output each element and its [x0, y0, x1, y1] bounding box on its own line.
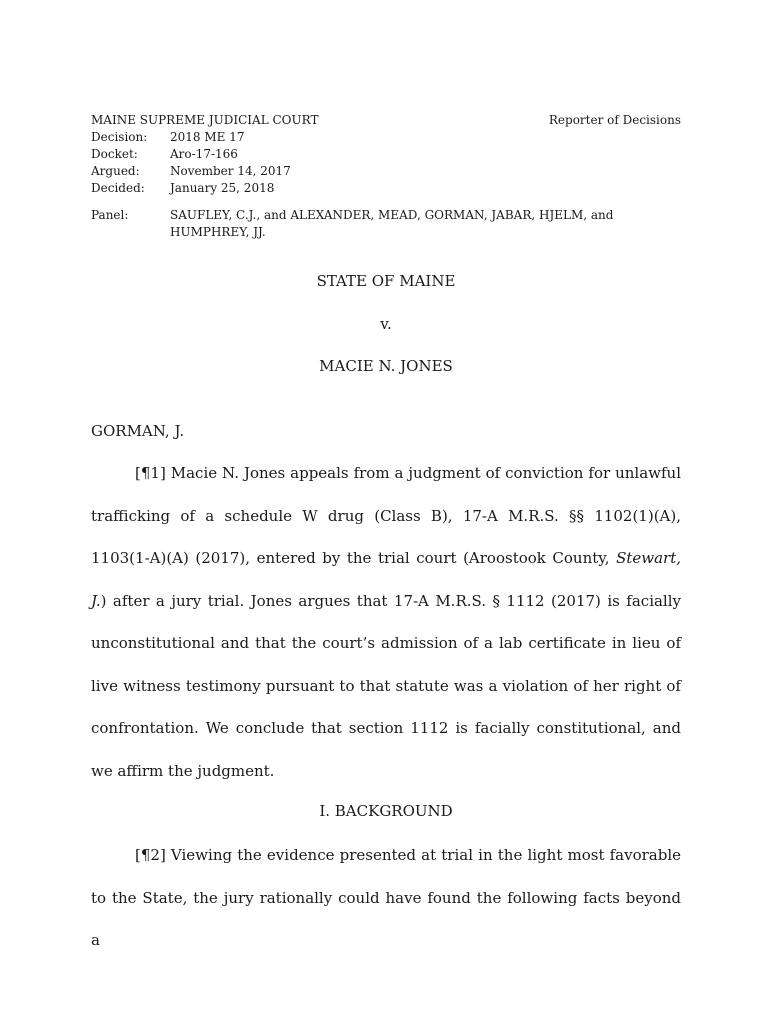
caption-versus: v.: [380, 315, 392, 333]
paragraph-1: [91, 452, 681, 792]
reporter-of-decisions: Reporter of Decisions: [548, 113, 681, 127]
meta-label: Argued:: [91, 164, 140, 178]
case-header: [91, 112, 681, 241]
panel-justices: SAUFLEY, C.J., and ALEXANDER, MEAD, GORMAN, JABAR, HJELM, and HUMPHREY, JJ.: [170, 208, 614, 239]
paragraph-1-text-end: ) after a jury trial. Jones argues that 17-A M.R.S. § 1112 (2017) is facially unconstitutional and that the court’s admission of a lab certificate in lieu of live witness testimony pursuant to that statute was a violation of her right of confrontation. We conclude that section 1112 is facially constitutional, and we affirm the judgment.: [91, 591, 681, 780]
meta-value: January 25, 2018: [170, 181, 275, 195]
caption-plaintiff: STATE OF MAINE: [316, 272, 456, 290]
panel-label: Panel:: [91, 208, 129, 222]
paragraph-2: [¶2] Viewing the evidence presented at trial in the light most favorable to the State, the jury rationally could have found the following facts beyond a: [91, 846, 681, 949]
opinion-author: GORMAN, J.: [91, 422, 185, 440]
meta-value: 2018 ME 17: [170, 130, 245, 144]
meta-row-argued: [91, 163, 681, 180]
panel-row: [91, 207, 681, 241]
meta-label: Decided:: [91, 181, 145, 195]
meta-label: Decision:: [91, 130, 148, 144]
caption-defendant: MACIE N. JONES: [319, 357, 453, 375]
paragraph-1-text-start: [¶1] Macie N. Jones appeals from a judgment of conviction for unlawful trafficking of a schedule W drug (Class B), 17-A M.R.S. §§ 1102(1)(A), 1103(1-A)(A) (2017), entered by the trial court (Aroostook County,: [91, 464, 681, 567]
meta-row-decision: [91, 129, 681, 146]
meta-label: Docket:: [91, 147, 138, 161]
section-heading: I. BACKGROUND: [319, 802, 453, 820]
court-name: MAINE SUPREME JUDICIAL COURT: [91, 113, 319, 127]
meta-row-decided: [91, 180, 681, 197]
trial-judge: Stewart, J.: [91, 549, 681, 610]
meta-value: Aro-17-166: [170, 147, 238, 161]
meta-row-docket: [91, 146, 681, 163]
court-line: [91, 112, 681, 129]
meta-value: November 14, 2017: [170, 164, 291, 178]
